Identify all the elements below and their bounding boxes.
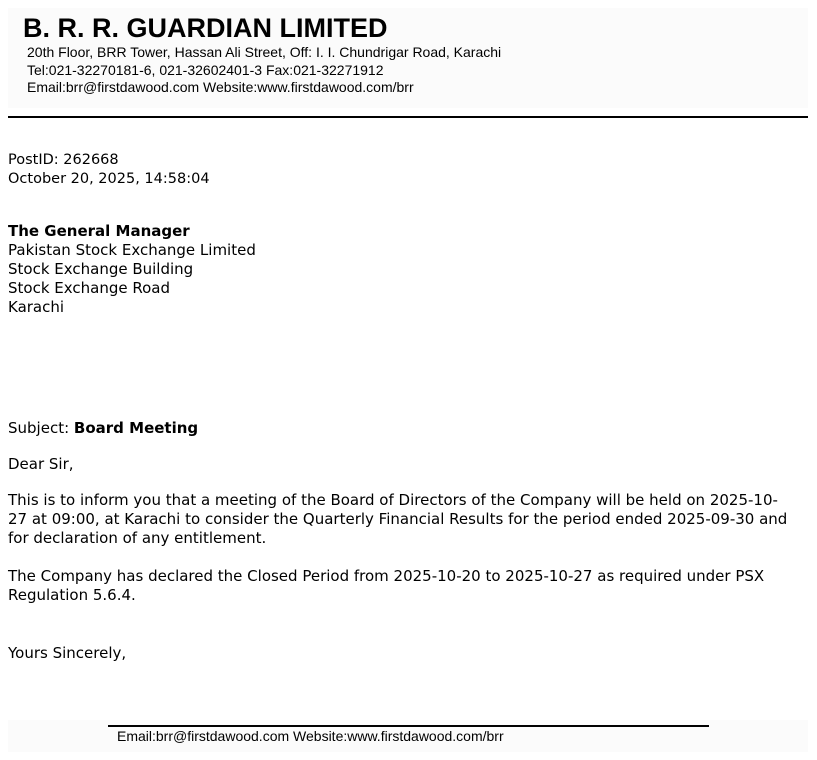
recipient-title: The General Manager bbox=[8, 222, 190, 240]
salutation: Dear Sir, bbox=[8, 455, 74, 473]
recipient-organization: Pakistan Stock Exchange Limited bbox=[8, 241, 256, 259]
header-divider bbox=[8, 116, 808, 118]
company-email-website: Email:brr@firstdawood.com Website:www.firstdawood.com/brr bbox=[27, 79, 414, 95]
company-address: 20th Floor, BRR Tower, Hassan Ali Street, Off: I. I. Chundrigar Road, Karachi bbox=[27, 44, 502, 60]
closing: Yours Sincerely, bbox=[8, 644, 127, 662]
company-name: B. R. R. GUARDIAN LIMITED bbox=[23, 13, 388, 43]
letterhead bbox=[8, 8, 808, 108]
footer bbox=[8, 720, 808, 752]
company-phone-fax: Tel:021-32270181-6, 021-32602401-3 Fax:021-32271912 bbox=[27, 62, 384, 78]
post-datetime: October 20, 2025, 14:58:04 bbox=[8, 171, 210, 187]
post-id: PostID: 262668 bbox=[8, 152, 119, 168]
footer-divider bbox=[108, 725, 709, 727]
body-paragraph-2: The Company has declared the Closed Period from 2025-10-20 to 2025-10-27 as required under PSX Regulation 5.6.4. bbox=[8, 567, 765, 604]
recipient-city: Karachi bbox=[8, 298, 65, 316]
recipient-building: Stock Exchange Building bbox=[8, 260, 194, 278]
subject-label: Subject: bbox=[8, 419, 70, 437]
subject-text: Board Meeting bbox=[73, 419, 199, 437]
body-paragraph-1: This is to inform you that a meeting of the Board of Directors of the Company will be held on 2025-10-27 at 09:00, at Karachi to consider the Quarterly Financial Results for the period ended 2025-09-30 and for declaration of any entitlement. bbox=[8, 491, 788, 547]
recipient-road: Stock Exchange Road bbox=[8, 279, 170, 297]
subject-line bbox=[8, 419, 198, 438]
footer-email-website: Email:brr@firstdawood.com Website:www.firstdawood.com/brr bbox=[117, 728, 504, 744]
